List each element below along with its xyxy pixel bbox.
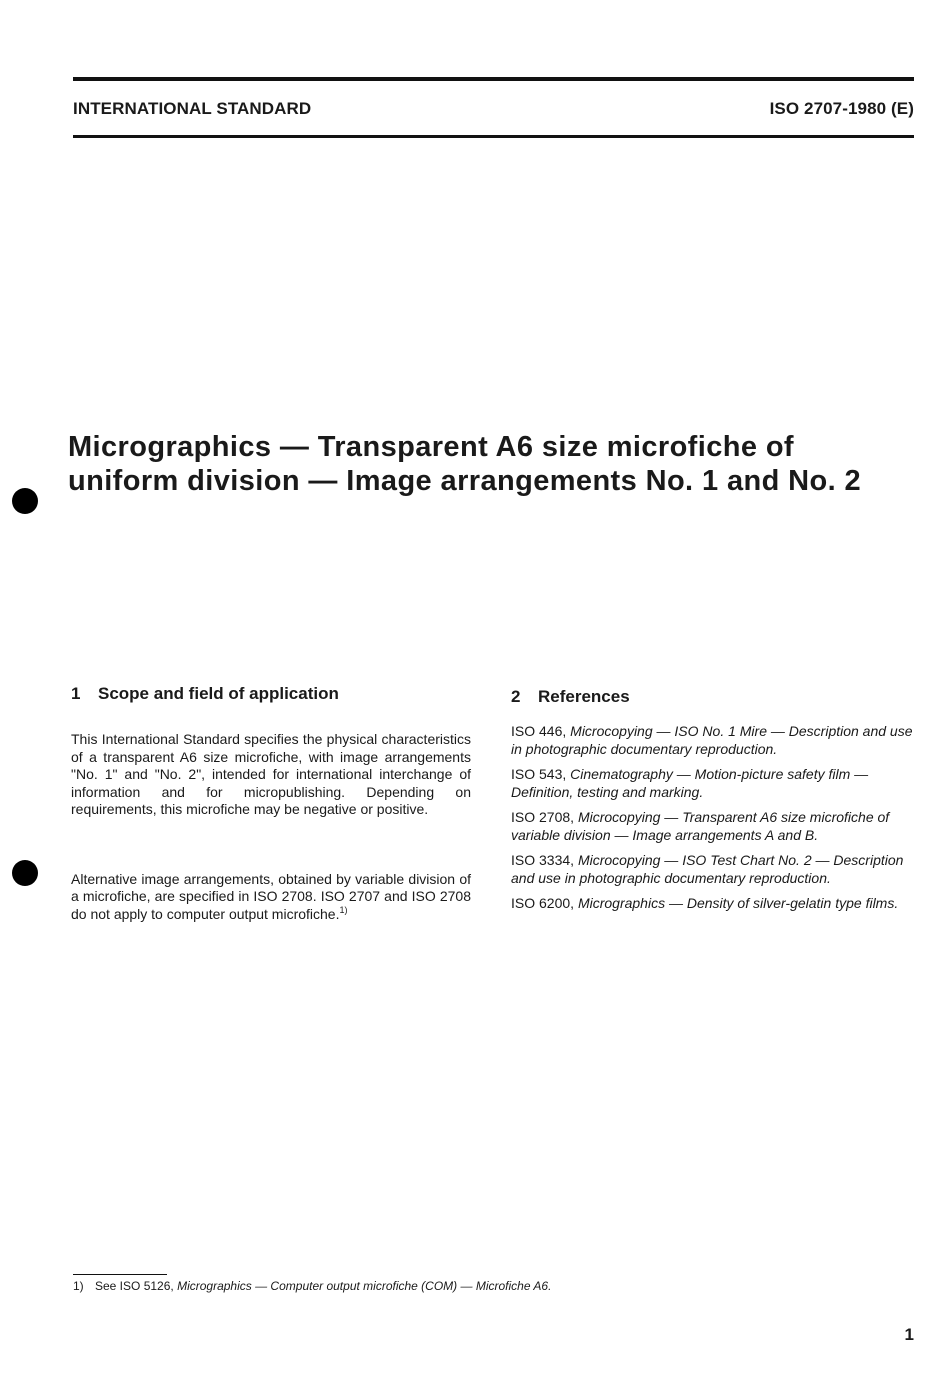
reference-code: ISO 446, <box>511 723 567 739</box>
alternative-arrangements-paragraph <box>71 871 471 924</box>
section-heading <box>71 683 471 705</box>
section-references <box>511 686 913 921</box>
header-top-rule <box>73 77 914 81</box>
reference-code: ISO 6200, <box>511 895 575 911</box>
footnote-reference[interactable]: 1) <box>339 904 348 915</box>
footnote <box>73 1279 551 1293</box>
reference-title: Microcopying — ISO No. 1 Mire — Description and use in photographic documentary reproduction. <box>511 723 913 757</box>
reference-title: Micrographics — Density of silver-gelatin type films. <box>577 895 899 911</box>
reference-code: ISO 543, <box>511 766 567 782</box>
reference-item <box>511 809 913 844</box>
title-line-2: uniform division — Image arrangements No. 1 and No. 2 <box>68 465 862 497</box>
footnote-mark: 1) <box>73 1279 84 1293</box>
footnote-prefix: See ISO 5126, <box>95 1279 174 1293</box>
header-bottom-rule <box>73 135 914 138</box>
reference-code: ISO 2708, <box>511 809 575 825</box>
document-title <box>68 430 918 498</box>
reference-item <box>511 723 913 758</box>
section-scope <box>71 683 471 923</box>
section-title: Scope and field of application <box>98 684 339 703</box>
reference-title: Cinematography — Motion-picture safety film — Definition, testing and marking. <box>511 766 869 800</box>
paragraph-text: Alternative image arrangements, obtained by variable division of a microfiche, are specified in ISO 2708. ISO 2707 and ISO 2708 do not apply to computer output microfiche. <box>71 870 471 922</box>
document-type-label: INTERNATIONAL STANDARD <box>73 99 312 118</box>
page-number: 1 <box>904 1325 914 1344</box>
margin-bullet-marker <box>12 860 38 886</box>
margin-bullet-marker <box>12 488 38 514</box>
reference-title: Microcopying — ISO Test Chart No. 2 — Description and use in photographic documentary reproduction. <box>511 852 904 886</box>
title-line-1: Micrographics — Transparent A6 size microfiche of <box>68 431 794 463</box>
section-heading <box>511 686 913 708</box>
reference-item <box>511 852 913 887</box>
footnote-separator <box>73 1274 167 1275</box>
standard-number: ISO 2707-1980 (E) <box>769 99 914 118</box>
section-title: References <box>538 687 630 706</box>
reference-item <box>511 766 913 801</box>
section-number: 1 <box>71 684 81 703</box>
section-number: 2 <box>511 687 521 706</box>
reference-list <box>511 723 913 913</box>
scope-paragraph: This International Standard specifies the physical characteristics of a transparent A6 size microfiche, with image arrangements "No. 1" and "No. 2", intended for international interchange of information and for micropublishing. Depending on requirements, this microfiche may be negative or positive. <box>71 731 471 817</box>
footnote-title: Micrographics — Computer output microfiche (COM) — Microfiche A6. <box>177 1279 552 1293</box>
reference-title: Microcopying — Transparent A6 size microfiche of variable division — Image arrangements A and B. <box>511 809 890 843</box>
reference-code: ISO 3334, <box>511 852 575 868</box>
reference-item <box>511 895 913 913</box>
